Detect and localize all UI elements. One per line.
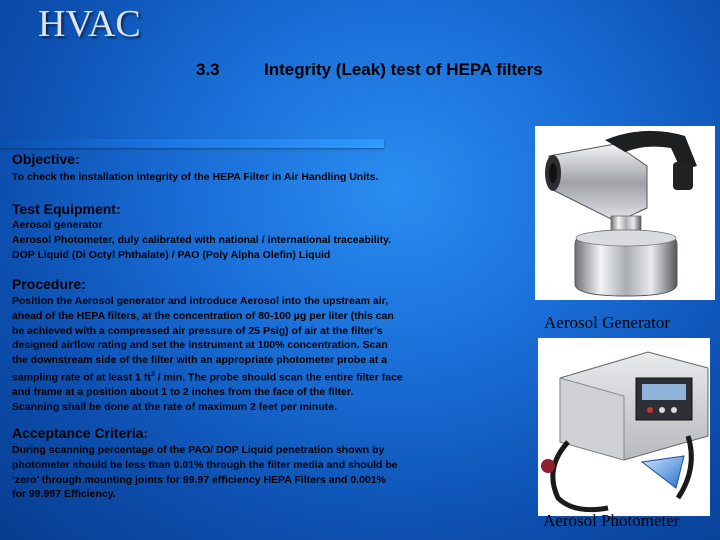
app-title: HVAC [38, 3, 141, 45]
section-title: Integrity (Leak) test of HEPA filters [264, 60, 543, 79]
equipment-item: Aerosol Photometer, duly calibrated with national / international traceability. [12, 233, 392, 246]
procedure-line: the downstream side of the filter with an appropriate photometer probe at a [12, 354, 388, 367]
acceptance-heading: Acceptance Criteria: [12, 425, 149, 441]
equipment-list [12, 218, 391, 262]
superscript-three: 3 [150, 370, 155, 378]
aerosol-photometer-caption: Aerosol Photometer [543, 511, 680, 530]
acceptance-line: During scanning percentage of the PAO/ DOP Liquid penetration shown by [12, 444, 385, 456]
aerosol-photometer-image [538, 338, 710, 516]
acceptance-text [12, 443, 398, 502]
procedure-line: and frame at a position about 1 to 2 inches from the face of the filter. [12, 386, 354, 399]
equipment-heading: Test Equipment: [12, 201, 121, 217]
aerosol-generator-caption: Aerosol Generator [544, 313, 671, 332]
procedure-heading: Procedure: [12, 276, 86, 292]
aerosol-generator-icon [535, 126, 715, 300]
aerosol-photometer-icon [538, 338, 710, 516]
procedure-text [12, 294, 403, 415]
objective-line: To check the installation integrity of the HEPA Filter in Air Handling Units. [12, 171, 379, 183]
acceptance-line: for 99.997 Efficiency. [12, 488, 116, 501]
equipment-item: DOP Liquid (Di Octyl Phthalate) / PAO (Poly Alpha Olefin) Liquid [12, 248, 331, 261]
accent-bar [0, 139, 384, 148]
procedure-line: Scanning shall be done at the rate of maximum 2 feet per minute. [12, 401, 337, 414]
objective-text [12, 170, 378, 185]
acceptance-line: ‘zero’ through mounting joints for 99.97 efficiency HEPA Filters and 0.001% [12, 473, 386, 486]
procedure-line: designed airflow rating and set the instrument at 100% concentration. Scan [12, 339, 388, 352]
procedure-line-part: sampling rate of at least 1 ft [12, 371, 151, 384]
acceptance-line: photometer should be less than 0.01% through the filter media and should be [12, 458, 398, 471]
procedure-line: ahead of the HEPA filters, at the concentration of 80-100 µg per liter (this can [12, 309, 394, 322]
procedure-line-part: / min. The probe should scan the entire filter face [154, 371, 403, 384]
section-number: 3.3 [196, 60, 220, 79]
equipment-item: Aerosol generator [12, 219, 103, 231]
procedure-line: Position the Aerosol generator and introduce Aerosol into the upstream air, [12, 295, 389, 307]
procedure-line: be achieved with a compressed air pressure of 25 Psig) of air at the filter’s [12, 324, 383, 337]
objective-heading: Objective: [12, 151, 80, 167]
aerosol-generator-image [535, 126, 715, 300]
procedure-line [12, 368, 403, 385]
